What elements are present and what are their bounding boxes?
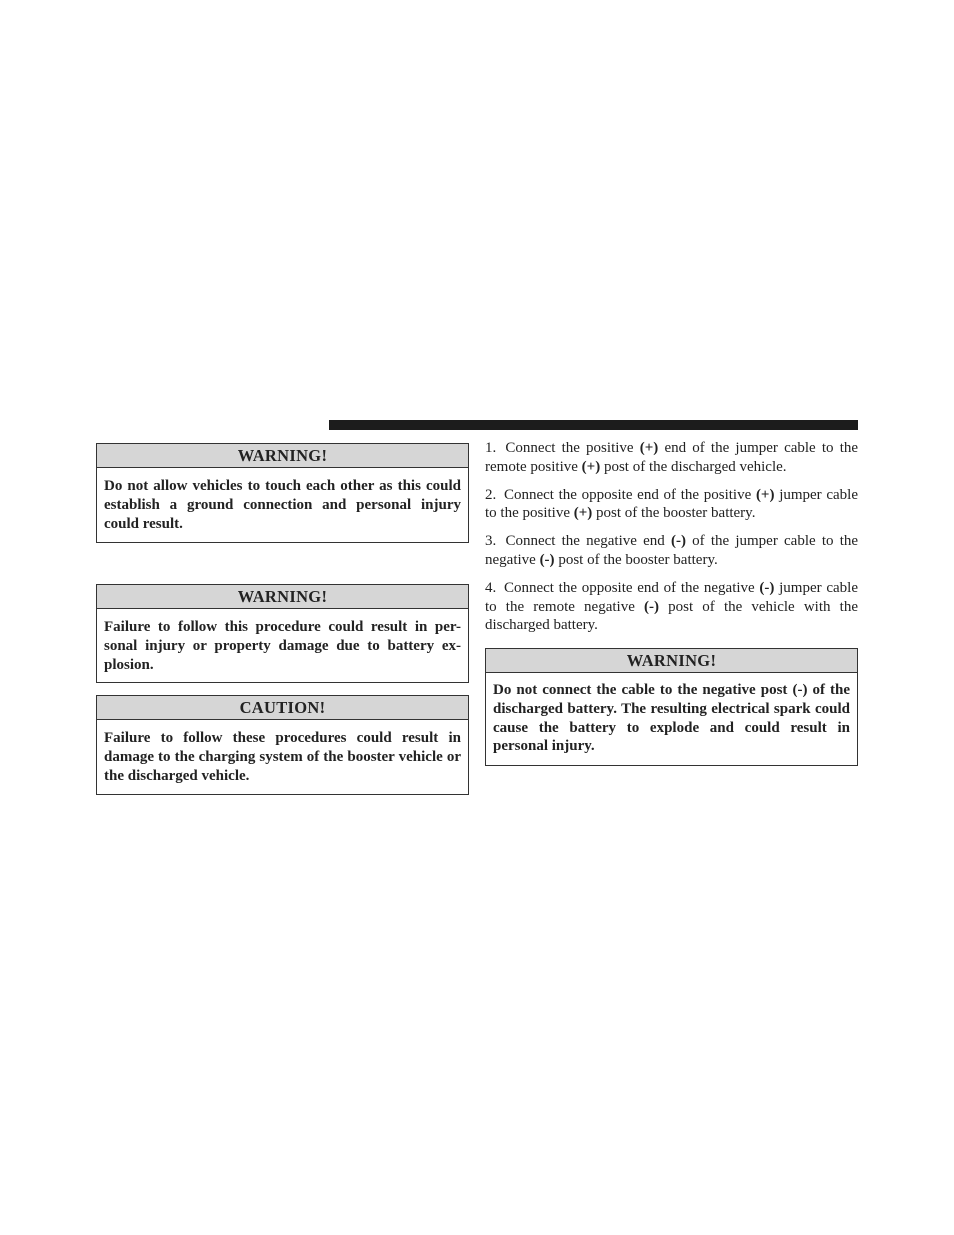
step-text: end of the jumper cable to the remote positive: [485, 440, 859, 475]
polarity-mark: (+): [581, 458, 601, 475]
polarity-mark: (+): [639, 440, 659, 456]
polarity-mark: (-): [759, 579, 775, 596]
warning-box-negative-post: [485, 648, 858, 766]
step-number: 1.: [485, 440, 497, 456]
header-rule: [329, 420, 858, 430]
step-number: 3.: [485, 533, 497, 550]
warning-box-battery-explosion: [96, 584, 469, 683]
step-text: post of the booster battery.: [596, 505, 756, 522]
warning-title: WARNING!: [97, 444, 468, 468]
polarity-mark: (-): [644, 598, 660, 615]
warning-text: Failure to follow this procedure could result in per-sonal injury or property damage due to battery ex-plosion.: [104, 619, 461, 673]
warning-title: WARNING!: [97, 585, 468, 609]
caution-title: CAUTION!: [97, 696, 468, 720]
step-text: Connect the positive: [505, 440, 634, 456]
step-number: 4.: [485, 579, 497, 596]
polarity-mark: (-): [539, 551, 555, 568]
step-item: [485, 439, 858, 477]
warning-text: Do not allow vehicles to touch each other as this could establish a ground connection and personal injury could result.: [104, 478, 461, 532]
step-text: Connect the opposite end of the positive: [503, 486, 752, 503]
polarity-mark: (+): [755, 486, 775, 503]
step-text: jumper cable to the remote negative: [485, 579, 858, 615]
caution-text: Failure to follow these procedures could result in damage to the charging system of the booster vehicle or the discharged vehicle.: [104, 730, 461, 784]
step-text: post of the discharged vehicle.: [603, 458, 787, 475]
warning-box-ground-connection: [96, 443, 469, 543]
caution-box-charging-system: [96, 695, 469, 795]
step-item: [485, 486, 858, 524]
step-item: [485, 579, 858, 635]
step-text: Connect the opposite end of the negative: [503, 579, 755, 596]
step-text: Connect the negative end: [505, 533, 665, 550]
step-number: 2.: [485, 486, 497, 503]
step-text: post of the vehicle with the discharged battery.: [485, 598, 858, 634]
step-text: post of the booster battery.: [558, 551, 718, 568]
warning-title: WARNING!: [486, 649, 857, 673]
step-text: of the jumper cable to the negative: [485, 533, 859, 568]
step-item: [485, 532, 858, 570]
polarity-mark: (-): [670, 533, 686, 550]
jump-start-steps: [485, 439, 858, 644]
warning-text: Do not connect the cable to the negative post (-) of the discharged battery. The resulting electrical spark could cause the battery to explode and could result in personal injury.: [493, 682, 850, 755]
polarity-mark: (+): [573, 505, 593, 522]
step-text: jumper cable to the positive: [485, 486, 859, 522]
